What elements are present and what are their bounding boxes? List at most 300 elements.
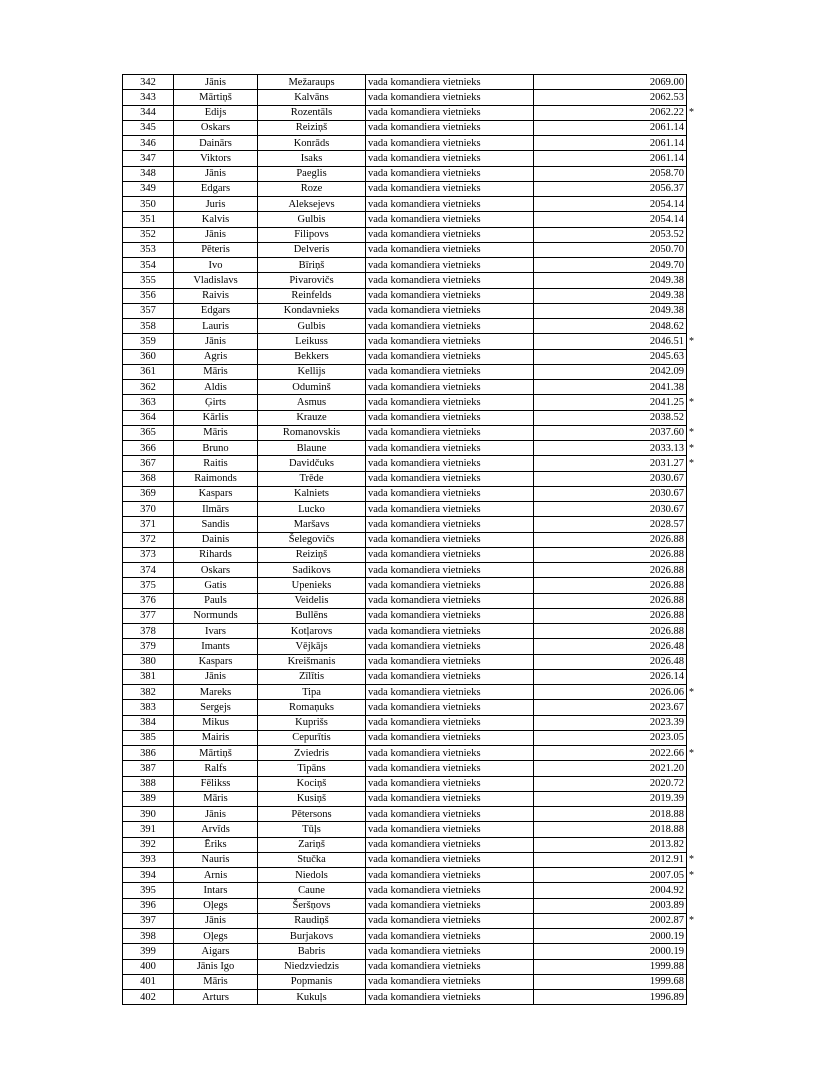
row-number-cell: 391 bbox=[123, 822, 174, 837]
row-number-cell: 363 bbox=[123, 395, 174, 410]
row-number-cell: 343 bbox=[123, 90, 174, 105]
score-cell: 2022.66 bbox=[534, 746, 687, 761]
score-cell: 2061.14 bbox=[534, 120, 687, 135]
asterisk-mark-cell bbox=[687, 181, 698, 196]
last-name-cell: Zariņš bbox=[258, 837, 366, 852]
first-name-cell: Vladislavs bbox=[174, 273, 258, 288]
first-name-cell: Nauris bbox=[174, 852, 258, 867]
table-row bbox=[123, 486, 698, 501]
table-row bbox=[123, 334, 698, 349]
score-cell: 2054.14 bbox=[534, 212, 687, 227]
score-cell: 2012.91 bbox=[534, 852, 687, 867]
asterisk-mark-cell bbox=[687, 776, 698, 791]
table-row bbox=[123, 441, 698, 456]
row-number-cell: 351 bbox=[123, 212, 174, 227]
score-cell: 2050.70 bbox=[534, 242, 687, 257]
position-cell: vada komandiera vietnieks bbox=[366, 944, 534, 959]
position-cell: vada komandiera vietnieks bbox=[366, 654, 534, 669]
score-cell: 2026.88 bbox=[534, 593, 687, 608]
first-name-cell: Mārtiņš bbox=[174, 746, 258, 761]
position-cell: vada komandiera vietnieks bbox=[366, 959, 534, 974]
first-name-cell: Māris bbox=[174, 425, 258, 440]
score-cell: 2062.53 bbox=[534, 90, 687, 105]
score-cell: 2058.70 bbox=[534, 166, 687, 181]
position-cell: vada komandiera vietnieks bbox=[366, 532, 534, 547]
row-number-cell: 397 bbox=[123, 913, 174, 928]
last-name-cell: Upenieks bbox=[258, 578, 366, 593]
last-name-cell: Oduminš bbox=[258, 380, 366, 395]
first-name-cell: Pauls bbox=[174, 593, 258, 608]
row-number-cell: 358 bbox=[123, 319, 174, 334]
row-number-cell: 359 bbox=[123, 334, 174, 349]
table-row bbox=[123, 456, 698, 471]
asterisk-mark-cell bbox=[687, 700, 698, 715]
first-name-cell: Māris bbox=[174, 364, 258, 379]
row-number-cell: 386 bbox=[123, 746, 174, 761]
score-cell: 2037.60 bbox=[534, 425, 687, 440]
row-number-cell: 344 bbox=[123, 105, 174, 120]
score-cell: 2030.67 bbox=[534, 502, 687, 517]
first-name-cell: Kārlis bbox=[174, 410, 258, 425]
first-name-cell: Ģirts bbox=[174, 395, 258, 410]
asterisk-mark-cell: * bbox=[689, 854, 694, 866]
asterisk-mark-cell bbox=[687, 944, 698, 959]
first-name-cell: Mārtiņš bbox=[174, 90, 258, 105]
first-name-cell: Normunds bbox=[174, 608, 258, 623]
score-cell: 1999.68 bbox=[534, 974, 687, 989]
first-name-cell: Raitis bbox=[174, 456, 258, 471]
table-row bbox=[123, 380, 698, 395]
asterisk-mark-cell bbox=[687, 532, 698, 547]
last-name-cell: Tipa bbox=[258, 685, 366, 700]
asterisk-mark-cell: * bbox=[689, 427, 694, 439]
first-name-cell: Aldis bbox=[174, 380, 258, 395]
last-name-cell: Mežaraups bbox=[258, 75, 366, 90]
position-cell: vada komandiera vietnieks bbox=[366, 136, 534, 151]
asterisk-mark-cell bbox=[687, 715, 698, 730]
last-name-cell: Šelegovičs bbox=[258, 532, 366, 547]
asterisk-mark-cell bbox=[687, 517, 698, 532]
score-cell: 1999.88 bbox=[534, 959, 687, 974]
position-cell: vada komandiera vietnieks bbox=[366, 502, 534, 517]
table-row bbox=[123, 593, 698, 608]
first-name-cell: Oskars bbox=[174, 120, 258, 135]
score-cell: 2026.06 bbox=[534, 685, 687, 700]
last-name-cell: Zīlītis bbox=[258, 669, 366, 684]
last-name-cell: Asmus bbox=[258, 395, 366, 410]
table-row bbox=[123, 974, 698, 989]
row-number-cell: 342 bbox=[123, 75, 174, 90]
table-row bbox=[123, 227, 698, 242]
row-number-cell: 346 bbox=[123, 136, 174, 151]
position-cell: vada komandiera vietnieks bbox=[366, 746, 534, 761]
first-name-cell: Ēriks bbox=[174, 837, 258, 852]
last-name-cell: Romaņuks bbox=[258, 700, 366, 715]
row-number-cell: 400 bbox=[123, 959, 174, 974]
asterisk-mark-cell: * bbox=[689, 442, 694, 454]
position-cell: vada komandiera vietnieks bbox=[366, 669, 534, 684]
row-number-cell: 398 bbox=[123, 929, 174, 944]
score-cell: 2013.82 bbox=[534, 837, 687, 852]
last-name-cell: Filipovs bbox=[258, 227, 366, 242]
score-cell: 2049.38 bbox=[534, 303, 687, 318]
score-cell: 2046.51 bbox=[534, 334, 687, 349]
last-name-cell: Kalniets bbox=[258, 486, 366, 501]
row-number-cell: 360 bbox=[123, 349, 174, 364]
last-name-cell: Davidčuks bbox=[258, 456, 366, 471]
last-name-cell: Cepurītis bbox=[258, 730, 366, 745]
first-name-cell: Jānis bbox=[174, 807, 258, 822]
table-row bbox=[123, 791, 698, 806]
position-cell: vada komandiera vietnieks bbox=[366, 303, 534, 318]
position-cell: vada komandiera vietnieks bbox=[366, 608, 534, 623]
row-number-cell: 368 bbox=[123, 471, 174, 486]
first-name-cell: Jānis bbox=[174, 669, 258, 684]
first-name-cell: Jānis Igo bbox=[174, 959, 258, 974]
asterisk-mark-cell bbox=[687, 578, 698, 593]
last-name-cell: Reiziņš bbox=[258, 547, 366, 562]
position-cell: vada komandiera vietnieks bbox=[366, 852, 534, 867]
score-cell: 2031.27 bbox=[534, 456, 687, 471]
last-name-cell: Paeglis bbox=[258, 166, 366, 181]
position-cell: vada komandiera vietnieks bbox=[366, 822, 534, 837]
last-name-cell: Kuprišs bbox=[258, 715, 366, 730]
first-name-cell: Mikus bbox=[174, 715, 258, 730]
table-row bbox=[123, 532, 698, 547]
row-number-cell: 367 bbox=[123, 456, 174, 471]
position-cell: vada komandiera vietnieks bbox=[366, 242, 534, 257]
row-number-cell: 353 bbox=[123, 242, 174, 257]
first-name-cell: Arnis bbox=[174, 868, 258, 883]
first-name-cell: Oļegs bbox=[174, 898, 258, 913]
position-cell: vada komandiera vietnieks bbox=[366, 151, 534, 166]
table-row bbox=[123, 273, 698, 288]
asterisk-mark-cell bbox=[687, 486, 698, 501]
table-row bbox=[123, 410, 698, 425]
position-cell: vada komandiera vietnieks bbox=[366, 181, 534, 196]
first-name-cell: Agris bbox=[174, 349, 258, 364]
asterisk-mark-cell bbox=[687, 761, 698, 776]
position-cell: vada komandiera vietnieks bbox=[366, 547, 534, 562]
row-number-cell: 356 bbox=[123, 288, 174, 303]
row-number-cell: 347 bbox=[123, 151, 174, 166]
asterisk-mark-cell bbox=[687, 380, 698, 395]
row-number-cell: 382 bbox=[123, 685, 174, 700]
asterisk-mark-cell bbox=[687, 90, 698, 105]
table-row bbox=[123, 563, 698, 578]
score-cell: 2061.14 bbox=[534, 151, 687, 166]
row-number-cell: 387 bbox=[123, 761, 174, 776]
table-row bbox=[123, 197, 698, 212]
first-name-cell: Intars bbox=[174, 883, 258, 898]
first-name-cell: Mairis bbox=[174, 730, 258, 745]
table-row bbox=[123, 654, 698, 669]
last-name-cell: Veidelis bbox=[258, 593, 366, 608]
last-name-cell: Kreišmanis bbox=[258, 654, 366, 669]
position-cell: vada komandiera vietnieks bbox=[366, 456, 534, 471]
score-cell: 2026.48 bbox=[534, 639, 687, 654]
first-name-cell: Kaspars bbox=[174, 654, 258, 669]
last-name-cell: Raudiņš bbox=[258, 913, 366, 928]
position-cell: vada komandiera vietnieks bbox=[366, 730, 534, 745]
table-row bbox=[123, 578, 698, 593]
table-row bbox=[123, 608, 698, 623]
table-row bbox=[123, 929, 698, 944]
asterisk-mark-cell: * bbox=[689, 686, 694, 698]
table-row bbox=[123, 822, 698, 837]
last-name-cell: Sadikovs bbox=[258, 563, 366, 578]
position-cell: vada komandiera vietnieks bbox=[366, 471, 534, 486]
row-number-cell: 372 bbox=[123, 532, 174, 547]
asterisk-mark-cell bbox=[687, 136, 698, 151]
last-name-cell: Kondavnieks bbox=[258, 303, 366, 318]
last-name-cell: Niedzviedzis bbox=[258, 959, 366, 974]
score-cell: 2023.67 bbox=[534, 700, 687, 715]
asterisk-mark-cell: * bbox=[689, 107, 694, 119]
score-cell: 2020.72 bbox=[534, 776, 687, 791]
first-name-cell: Arvīds bbox=[174, 822, 258, 837]
position-cell: vada komandiera vietnieks bbox=[366, 90, 534, 105]
score-cell: 2026.48 bbox=[534, 654, 687, 669]
score-cell: 2041.25 bbox=[534, 395, 687, 410]
score-cell: 2026.88 bbox=[534, 547, 687, 562]
position-cell: vada komandiera vietnieks bbox=[366, 761, 534, 776]
position-cell: vada komandiera vietnieks bbox=[366, 441, 534, 456]
ranking-table bbox=[122, 74, 698, 1005]
score-cell: 2023.39 bbox=[534, 715, 687, 730]
row-number-cell: 349 bbox=[123, 181, 174, 196]
asterisk-mark-cell bbox=[687, 273, 698, 288]
last-name-cell: Tipāns bbox=[258, 761, 366, 776]
asterisk-mark-cell bbox=[687, 288, 698, 303]
first-name-cell: Ilmārs bbox=[174, 502, 258, 517]
row-number-cell: 366 bbox=[123, 441, 174, 456]
asterisk-mark-cell bbox=[687, 563, 698, 578]
asterisk-mark-cell bbox=[687, 410, 698, 425]
row-number-cell: 381 bbox=[123, 669, 174, 684]
asterisk-mark-cell bbox=[687, 730, 698, 745]
asterisk-mark-cell: * bbox=[689, 915, 694, 927]
row-number-cell: 385 bbox=[123, 730, 174, 745]
score-cell: 2026.88 bbox=[534, 532, 687, 547]
asterisk-mark-cell bbox=[687, 319, 698, 334]
asterisk-mark-cell bbox=[687, 822, 698, 837]
score-cell: 2049.70 bbox=[534, 258, 687, 273]
last-name-cell: Bīriņš bbox=[258, 258, 366, 273]
position-cell: vada komandiera vietnieks bbox=[366, 929, 534, 944]
score-cell: 2061.14 bbox=[534, 136, 687, 151]
last-name-cell: Kociņš bbox=[258, 776, 366, 791]
last-name-cell: Rozentāls bbox=[258, 105, 366, 120]
position-cell: vada komandiera vietnieks bbox=[366, 212, 534, 227]
score-cell: 2030.67 bbox=[534, 486, 687, 501]
asterisk-mark-cell bbox=[687, 791, 698, 806]
last-name-cell: Zviedris bbox=[258, 746, 366, 761]
last-name-cell: Popmanis bbox=[258, 974, 366, 989]
first-name-cell: Aigars bbox=[174, 944, 258, 959]
table-row bbox=[123, 639, 698, 654]
table-row bbox=[123, 730, 698, 745]
table-row bbox=[123, 883, 698, 898]
position-cell: vada komandiera vietnieks bbox=[366, 776, 534, 791]
last-name-cell: Romanovskis bbox=[258, 425, 366, 440]
first-name-cell: Lauris bbox=[174, 319, 258, 334]
position-cell: vada komandiera vietnieks bbox=[366, 868, 534, 883]
first-name-cell: Raivis bbox=[174, 288, 258, 303]
table-row bbox=[123, 868, 698, 883]
last-name-cell: Gulbis bbox=[258, 319, 366, 334]
first-name-cell: Sergejs bbox=[174, 700, 258, 715]
row-number-cell: 371 bbox=[123, 517, 174, 532]
last-name-cell: Pivarovičs bbox=[258, 273, 366, 288]
position-cell: vada komandiera vietnieks bbox=[366, 273, 534, 288]
last-name-cell: Vējkājs bbox=[258, 639, 366, 654]
table-row bbox=[123, 959, 698, 974]
first-name-cell: Pēteris bbox=[174, 242, 258, 257]
first-name-cell: Rihards bbox=[174, 547, 258, 562]
row-number-cell: 373 bbox=[123, 547, 174, 562]
position-cell: vada komandiera vietnieks bbox=[366, 395, 534, 410]
position-cell: vada komandiera vietnieks bbox=[366, 791, 534, 806]
asterisk-mark-cell bbox=[687, 669, 698, 684]
row-number-cell: 362 bbox=[123, 380, 174, 395]
position-cell: vada komandiera vietnieks bbox=[366, 837, 534, 852]
row-number-cell: 377 bbox=[123, 608, 174, 623]
row-number-cell: 399 bbox=[123, 944, 174, 959]
asterisk-mark-cell bbox=[687, 349, 698, 364]
asterisk-mark-cell bbox=[687, 837, 698, 852]
score-cell: 2042.09 bbox=[534, 364, 687, 379]
table-row bbox=[123, 90, 698, 105]
asterisk-mark-cell bbox=[687, 639, 698, 654]
row-number-cell: 392 bbox=[123, 837, 174, 852]
position-cell: vada komandiera vietnieks bbox=[366, 364, 534, 379]
last-name-cell: Kalvāns bbox=[258, 90, 366, 105]
asterisk-mark-cell bbox=[687, 364, 698, 379]
first-name-cell: Raimonds bbox=[174, 471, 258, 486]
row-number-cell: 383 bbox=[123, 700, 174, 715]
first-name-cell: Dainis bbox=[174, 532, 258, 547]
row-number-cell: 345 bbox=[123, 120, 174, 135]
first-name-cell: Sandis bbox=[174, 517, 258, 532]
row-number-cell: 365 bbox=[123, 425, 174, 440]
last-name-cell: Pētersons bbox=[258, 807, 366, 822]
last-name-cell: Bullēns bbox=[258, 608, 366, 623]
row-number-cell: 396 bbox=[123, 898, 174, 913]
table-row bbox=[123, 425, 698, 440]
row-number-cell: 388 bbox=[123, 776, 174, 791]
last-name-cell: Burjakovs bbox=[258, 929, 366, 944]
score-cell: 2049.38 bbox=[534, 273, 687, 288]
position-cell: vada komandiera vietnieks bbox=[366, 288, 534, 303]
first-name-cell: Fēlikss bbox=[174, 776, 258, 791]
table-row bbox=[123, 471, 698, 486]
score-cell: 2023.05 bbox=[534, 730, 687, 745]
score-cell: 2026.88 bbox=[534, 563, 687, 578]
table-row bbox=[123, 303, 698, 318]
score-cell: 2026.14 bbox=[534, 669, 687, 684]
row-number-cell: 361 bbox=[123, 364, 174, 379]
first-name-cell: Ivars bbox=[174, 624, 258, 639]
position-cell: vada komandiera vietnieks bbox=[366, 807, 534, 822]
table-row bbox=[123, 898, 698, 913]
table-row bbox=[123, 913, 698, 928]
first-name-cell: Māris bbox=[174, 791, 258, 806]
last-name-cell: Kotļarovs bbox=[258, 624, 366, 639]
asterisk-mark-cell bbox=[687, 929, 698, 944]
score-cell: 2003.89 bbox=[534, 898, 687, 913]
first-name-cell: Edgars bbox=[174, 181, 258, 196]
table-row bbox=[123, 746, 698, 761]
row-number-cell: 369 bbox=[123, 486, 174, 501]
score-cell: 2041.38 bbox=[534, 380, 687, 395]
table-row bbox=[123, 349, 698, 364]
score-cell: 2018.88 bbox=[534, 822, 687, 837]
first-name-cell: Dainārs bbox=[174, 136, 258, 151]
last-name-cell: Kusiņš bbox=[258, 791, 366, 806]
score-cell: 2053.52 bbox=[534, 227, 687, 242]
score-cell: 2018.88 bbox=[534, 807, 687, 822]
last-name-cell: Tūļs bbox=[258, 822, 366, 837]
table-row bbox=[123, 700, 698, 715]
ranking-table-container bbox=[122, 74, 698, 1005]
asterisk-mark-cell: * bbox=[689, 747, 694, 759]
last-name-cell: Kukuļs bbox=[258, 990, 366, 1005]
asterisk-mark-cell bbox=[687, 151, 698, 166]
asterisk-mark-cell bbox=[687, 974, 698, 989]
table-row bbox=[123, 181, 698, 196]
first-name-cell: Jānis bbox=[174, 166, 258, 181]
row-number-cell: 357 bbox=[123, 303, 174, 318]
position-cell: vada komandiera vietnieks bbox=[366, 380, 534, 395]
last-name-cell: Aleksejevs bbox=[258, 197, 366, 212]
score-cell: 2004.92 bbox=[534, 883, 687, 898]
asterisk-mark-cell bbox=[687, 654, 698, 669]
last-name-cell: Lucko bbox=[258, 502, 366, 517]
asterisk-mark-cell bbox=[687, 242, 698, 257]
last-name-cell: Reiziņš bbox=[258, 120, 366, 135]
position-cell: vada komandiera vietnieks bbox=[366, 75, 534, 90]
score-cell: 2062.22 bbox=[534, 105, 687, 120]
row-number-cell: 390 bbox=[123, 807, 174, 822]
table-row bbox=[123, 136, 698, 151]
score-cell: 2045.63 bbox=[534, 349, 687, 364]
row-number-cell: 352 bbox=[123, 227, 174, 242]
position-cell: vada komandiera vietnieks bbox=[366, 639, 534, 654]
score-cell: 2007.05 bbox=[534, 868, 687, 883]
asterisk-mark-cell bbox=[687, 547, 698, 562]
position-cell: vada komandiera vietnieks bbox=[366, 166, 534, 181]
first-name-cell: Arturs bbox=[174, 990, 258, 1005]
position-cell: vada komandiera vietnieks bbox=[366, 120, 534, 135]
score-cell: 2021.20 bbox=[534, 761, 687, 776]
last-name-cell: Caune bbox=[258, 883, 366, 898]
asterisk-mark-cell bbox=[687, 959, 698, 974]
first-name-cell: Ralfs bbox=[174, 761, 258, 776]
asterisk-mark-cell: * bbox=[689, 335, 694, 347]
position-cell: vada komandiera vietnieks bbox=[366, 700, 534, 715]
position-cell: vada komandiera vietnieks bbox=[366, 349, 534, 364]
asterisk-mark-cell bbox=[687, 303, 698, 318]
row-number-cell: 378 bbox=[123, 624, 174, 639]
first-name-cell: Juris bbox=[174, 197, 258, 212]
position-cell: vada komandiera vietnieks bbox=[366, 486, 534, 501]
first-name-cell: Edgars bbox=[174, 303, 258, 318]
row-number-cell: 375 bbox=[123, 578, 174, 593]
position-cell: vada komandiera vietnieks bbox=[366, 227, 534, 242]
position-cell: vada komandiera vietnieks bbox=[366, 410, 534, 425]
table-row bbox=[123, 120, 698, 135]
